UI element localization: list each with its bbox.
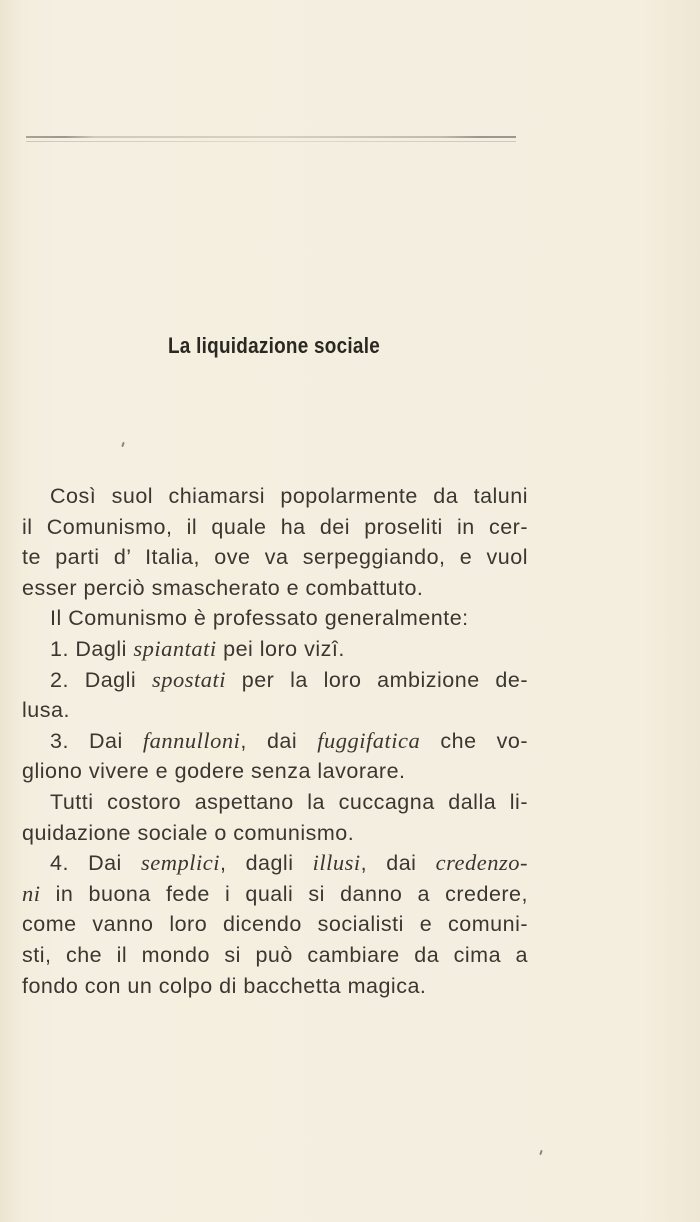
paper-speck — [539, 1150, 543, 1155]
text-segment: fondo con un colpo di bacchetta magica. — [22, 973, 427, 998]
text-segment: Il Comunismo è professato generalmente: — [50, 606, 469, 631]
text-line — [22, 909, 528, 940]
text-line — [22, 756, 528, 787]
italic-text: fuggifatica — [317, 727, 421, 753]
text-segment: lusa. — [22, 698, 70, 723]
top-rule-shadow — [26, 141, 516, 142]
text-segment: in buona fede i quali si danno a credere, — [40, 881, 528, 906]
italic-text: ni — [22, 880, 41, 906]
italic-text: fannulloni — [142, 727, 241, 753]
italic-text: illusi — [312, 850, 361, 876]
text-line — [22, 879, 528, 910]
text-segment: quidazione sociale o comunismo. — [22, 820, 355, 845]
italic-text: spostati — [151, 666, 226, 692]
text-segment: il Comunismo, il quale ha dei proseliti in cer- — [22, 514, 528, 539]
italic-text: spiantati — [133, 635, 217, 661]
text-segment: per la loro ambizione de- — [225, 667, 529, 692]
chapter-title: La liquidazione sociale — [167, 333, 380, 358]
text-line — [22, 726, 528, 757]
text-segment: Così suol chiamarsi popolarmente da taluni — [50, 484, 528, 508]
text-segment: te parti d’ Italia, ove va serpeggiando, e vuol — [22, 545, 528, 570]
body-text — [22, 481, 528, 1001]
text-line — [22, 787, 528, 818]
text-segment: come vanno loro dicendo socialisti e comuni- — [22, 912, 528, 937]
text-segment: pei loro vizî. — [216, 636, 345, 661]
top-rule — [26, 136, 516, 138]
text-segment: , dagli — [219, 851, 313, 876]
text-line — [22, 848, 528, 879]
text-segment: sti, che il mondo si può cambiare da cima a — [22, 942, 528, 967]
text-line — [22, 542, 528, 573]
text-line — [22, 665, 528, 696]
paper-speck — [121, 442, 125, 447]
text-segment: Tutti costoro aspettano la cuccagna dalla li- — [50, 789, 528, 814]
text-line — [22, 481, 528, 512]
text-line — [22, 512, 528, 543]
text-segment: , dai — [360, 851, 436, 876]
text-line — [22, 940, 528, 971]
italic-text: credenzo- — [435, 850, 528, 876]
text-line — [22, 634, 528, 665]
italic-text: semplici — [140, 850, 220, 876]
text-segment: 4. Dai — [50, 851, 141, 876]
text-segment: 2. Dagli — [50, 667, 152, 692]
text-segment: esser perciò smascherato e combattuto. — [22, 575, 424, 600]
text-segment: 3. Dai — [50, 728, 143, 753]
text-line — [22, 573, 528, 604]
text-line — [22, 603, 528, 634]
text-segment: 1. Dagli — [50, 636, 134, 661]
text-segment: , dai — [240, 728, 318, 753]
text-line — [22, 971, 528, 1002]
text-line — [22, 695, 528, 726]
text-line — [22, 818, 528, 849]
text-segment: gliono vivere e godere senza lavorare. — [22, 759, 406, 784]
text-segment: che vo- — [420, 728, 528, 753]
